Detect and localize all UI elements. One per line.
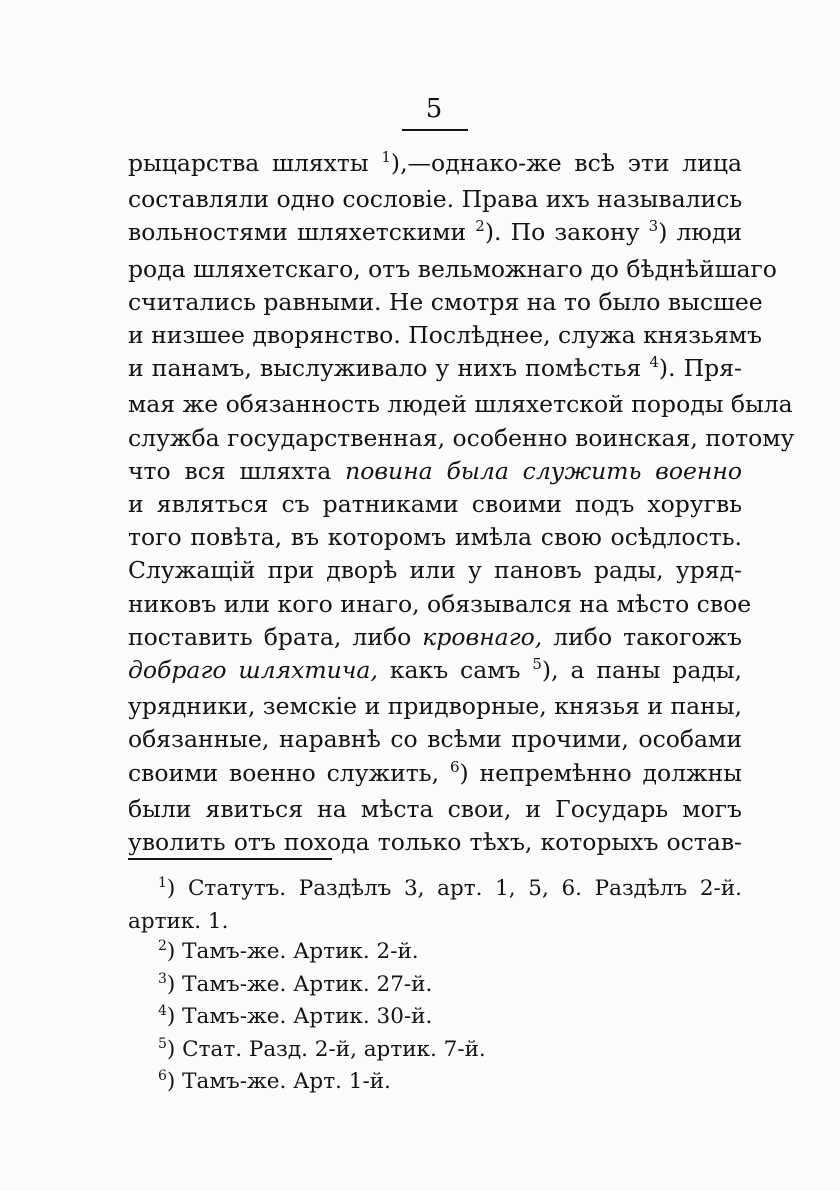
text-line bbox=[128, 554, 742, 587]
text-line bbox=[128, 588, 752, 621]
text-segment: ) непремѣнно должны bbox=[459, 758, 742, 787]
text-segment: поставить брата, либо bbox=[128, 622, 423, 651]
text-segment: уволить отъ похода только тѣхъ, которыхъ остав- bbox=[128, 828, 742, 857]
header-rule bbox=[402, 129, 468, 131]
text-segment: ), а паны рады, bbox=[541, 656, 742, 685]
italic-text: кровнаго, bbox=[422, 622, 543, 651]
text-segment: вольностями шляхетскими bbox=[128, 218, 476, 247]
text-segment: рыцарства шляхты bbox=[128, 149, 382, 177]
text-segment: и являться съ ратниками своими подъ хоругвь bbox=[128, 490, 742, 519]
text-segment: и низшее дворянство. Послѣднее, служа князьямъ bbox=[128, 321, 762, 350]
text-line bbox=[128, 147, 742, 183]
footnote: $^4$) Тамъ-же. Артик. 30-й. bbox=[158, 1003, 433, 1029]
text-line bbox=[128, 690, 742, 723]
text-segment: какъ самъ bbox=[377, 656, 533, 685]
text-line bbox=[128, 723, 742, 756]
text-segment: и панамъ, выслуживало у нихъ помѣстья bbox=[128, 354, 650, 383]
footnote-text: Тамъ-же. Артик. 2-й. bbox=[182, 939, 419, 964]
text-line bbox=[128, 422, 795, 455]
footnote-ref: 2 bbox=[475, 217, 485, 236]
text-segment: урядники, земскіе и придворные, князья и паны, bbox=[128, 692, 742, 721]
footnote-text: Тамъ-же. Артик. 27-й. bbox=[182, 971, 433, 997]
footnote-text: Стат. Разд. 2-й, артик. 7-й. bbox=[182, 1036, 486, 1062]
footnote: $^2$) Тамъ-же. Артик. 2-й. bbox=[158, 938, 419, 964]
text-line bbox=[128, 388, 793, 421]
footnote-mark: 1 bbox=[158, 875, 167, 891]
text-line bbox=[128, 183, 742, 216]
text-line bbox=[128, 826, 742, 859]
text-line bbox=[128, 319, 762, 352]
footnote-ref: 1 bbox=[381, 148, 391, 166]
footnote-text: артик. 1. bbox=[128, 908, 229, 934]
text-line bbox=[128, 455, 742, 488]
footnote-rule bbox=[128, 858, 332, 860]
text-line bbox=[128, 521, 742, 554]
text-segment: Служащій при дворѣ или у пановъ рады, уряд- bbox=[128, 556, 742, 585]
text-segment: ) люди bbox=[658, 218, 742, 247]
footnote-mark: 2 bbox=[158, 938, 167, 954]
text-segment: обязанные, наравнѣ со всѣми прочими, особами bbox=[128, 725, 742, 754]
footnote: $^1$) Статутъ. Раздѣлъ 3, арт. 1, 5, 6. Раздѣлъ 2-й. bbox=[158, 875, 742, 901]
text-segment: служба государственная, особенно воинская, потому bbox=[128, 423, 795, 452]
footnote-ref: 3 bbox=[648, 217, 659, 236]
footnote-ref: 5 bbox=[532, 655, 542, 674]
text-line bbox=[128, 352, 742, 388]
footnote: $^6$) Тамъ-же. Арт. 1-й. bbox=[158, 1068, 391, 1094]
text-segment: ),—однако-же всѣ эти лица bbox=[390, 149, 742, 177]
footnote-text: Тамъ-же. Артик. 30-й. bbox=[182, 1004, 433, 1029]
footnote-mark: 4 bbox=[158, 1003, 167, 1019]
footnote-mark: 5 bbox=[158, 1035, 167, 1052]
footnotes bbox=[128, 874, 742, 1100]
text-line bbox=[128, 286, 763, 319]
text-line bbox=[128, 488, 742, 521]
footnote-ref: 6 bbox=[449, 757, 460, 776]
italic-text: добраго шляхтича, bbox=[128, 656, 378, 685]
footnote-text: Тамъ-же. Арт. 1-й. bbox=[182, 1069, 391, 1094]
text-line bbox=[128, 654, 742, 690]
body-text bbox=[128, 147, 795, 859]
text-line bbox=[128, 793, 742, 826]
text-segment: никовъ или кого инаго, обязывался на мѣсто свое bbox=[128, 589, 752, 618]
text-segment: ). Пря- bbox=[658, 354, 742, 383]
footnote: $^3$) Тамъ-же. Артик. 27-й. bbox=[158, 970, 433, 997]
page-number: 5 bbox=[425, 94, 443, 124]
italic-text: повина была служить военно bbox=[345, 456, 742, 485]
text-segment: того повѣта, въ которомъ имѣла свою осѣдлость. bbox=[128, 523, 742, 552]
text-line bbox=[128, 253, 777, 286]
text-segment: ). По закону bbox=[484, 218, 649, 247]
text-line bbox=[128, 621, 742, 654]
text-segment: что вся шляхта bbox=[128, 456, 346, 485]
text-segment: либо такогожъ bbox=[542, 622, 742, 651]
text-segment: составляли одно сословіе. Права ихъ назывались bbox=[128, 185, 743, 214]
text-segment: своими военно служить, bbox=[128, 758, 450, 787]
footnote: $^5$) Стат. Разд. 2-й, артик. 7-й. bbox=[158, 1035, 486, 1062]
text-segment: были явиться на мѣста свои, и Государь могъ bbox=[128, 794, 742, 823]
footnote-text: Статутъ. Раздѣлъ 3, арт. 1, 5, 6. Раздѣлъ 2-й. bbox=[187, 876, 742, 901]
text-segment: мая же обязанность людей шляхетской породы была bbox=[128, 390, 793, 419]
text-line bbox=[128, 757, 742, 793]
footnote-ref: 4 bbox=[649, 353, 659, 372]
footnote-mark: 6 bbox=[158, 1068, 167, 1084]
text-line bbox=[128, 216, 742, 252]
text-segment: считались равными. Не смотря на то было высшее bbox=[128, 287, 763, 316]
text-segment: рода шляхетскаго, отъ вельможнаго до бѣднѣйшаго bbox=[128, 254, 777, 283]
footnote bbox=[128, 907, 742, 938]
footnote-mark: 3 bbox=[158, 970, 167, 987]
